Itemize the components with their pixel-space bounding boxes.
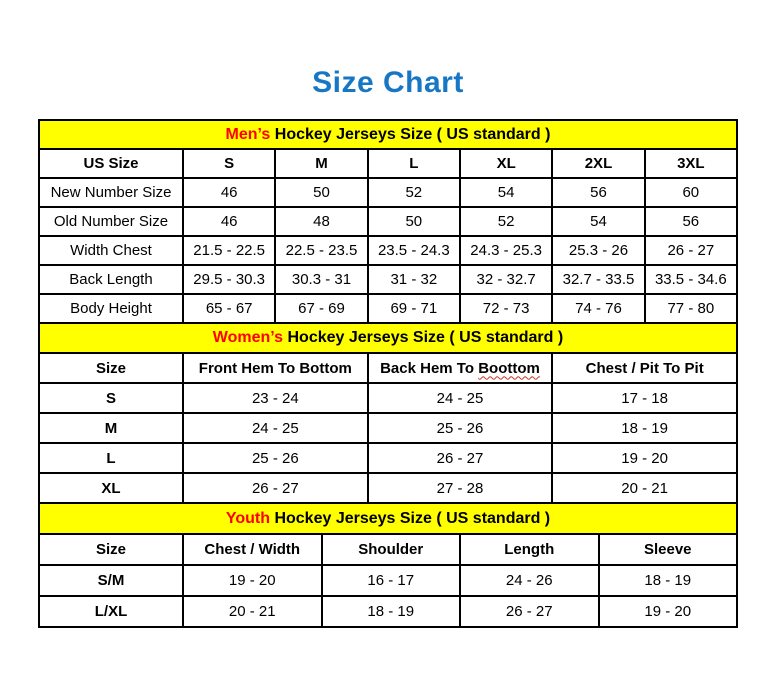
youth-header-row — [39, 534, 737, 565]
youth-section-title-red: Youth — [225, 509, 270, 527]
table-cell: 31 - 32 — [368, 265, 460, 294]
mens-band-row — [39, 120, 737, 149]
table-cell: 26 - 27 — [183, 473, 368, 503]
column-header: Length — [460, 534, 599, 565]
table-cell: 26 - 27 — [460, 596, 599, 627]
row-label: S — [39, 383, 183, 413]
table-row — [39, 383, 737, 413]
column-header: L — [368, 149, 460, 178]
column-header: Size — [39, 534, 183, 565]
table-cell: 56 — [645, 207, 737, 236]
table-cell: 24 - 25 — [368, 383, 553, 413]
table-cell: 27 - 28 — [368, 473, 553, 503]
table-cell: 25 - 26 — [368, 413, 553, 443]
table-row — [39, 294, 737, 323]
table-cell: 60 — [645, 178, 737, 207]
table-cell: 29.5 - 30.3 — [183, 265, 275, 294]
youth-section-title — [39, 503, 737, 534]
row-label: S/M — [39, 565, 183, 596]
table-cell: 19 - 20 — [552, 443, 737, 473]
mens-section-title-black: Hockey Jerseys Size ( US standard ) — [274, 125, 551, 143]
table-cell: 69 - 71 — [368, 294, 460, 323]
page-title: Size Chart — [312, 66, 464, 99]
table-cell: 72 - 73 — [460, 294, 552, 323]
table-cell: 20 - 21 — [552, 473, 737, 503]
table-cell: 21.5 - 22.5 — [183, 236, 275, 265]
misspelled-word: Boottom — [478, 359, 540, 377]
row-label: Back Length — [39, 265, 183, 294]
column-header: XL — [460, 149, 552, 178]
table-cell: 74 - 76 — [552, 294, 644, 323]
column-header: Chest / Pit To Pit — [552, 353, 737, 383]
womens-section-title-black: Hockey Jerseys Size ( US standard ) — [287, 329, 564, 346]
row-label: L — [39, 443, 183, 473]
table-cell: 25.3 - 26 — [552, 236, 644, 265]
column-header: Size — [39, 353, 183, 383]
row-label: L/XL — [39, 596, 183, 627]
table-cell: 24 - 25 — [183, 413, 368, 443]
table-cell: 18 - 19 — [552, 413, 737, 443]
table-cell: 26 - 27 — [645, 236, 737, 265]
table-cell: 33.5 - 34.6 — [645, 265, 737, 294]
table-cell: 30.3 - 31 — [275, 265, 367, 294]
youth-band-row — [39, 503, 737, 534]
womens-section-title — [39, 323, 737, 353]
table-cell: 77 - 80 — [645, 294, 737, 323]
womens-section-title-red: Women’s — [212, 329, 284, 346]
table-cell: 16 - 17 — [322, 565, 461, 596]
table-cell: 32.7 - 33.5 — [552, 265, 644, 294]
table-cell: 50 — [368, 207, 460, 236]
row-label: Old Number Size — [39, 207, 183, 236]
row-label: Body Height — [39, 294, 183, 323]
column-header: 2XL — [552, 149, 644, 178]
table-cell: 46 — [183, 178, 275, 207]
table-cell: 23 - 24 — [183, 383, 368, 413]
row-label: Width Chest — [39, 236, 183, 265]
table-row — [39, 413, 737, 443]
womens-header-row — [39, 353, 737, 383]
table-cell: 26 - 27 — [368, 443, 553, 473]
table-cell: 18 - 19 — [322, 596, 461, 627]
row-label: XL — [39, 473, 183, 503]
youth-size-table — [38, 502, 738, 628]
column-header: Chest / Width — [183, 534, 322, 565]
column-header: Front Hem To Bottom — [183, 353, 368, 383]
table-cell: 56 — [552, 178, 644, 207]
table-row — [39, 596, 737, 627]
mens-section-title-red: Men’s — [225, 125, 271, 143]
table-cell: 52 — [368, 178, 460, 207]
womens-band-row — [39, 323, 737, 353]
table-cell: 17 - 18 — [552, 383, 737, 413]
table-cell: 24 - 26 — [460, 565, 599, 596]
table-cell: 19 - 20 — [183, 565, 322, 596]
column-header: 3XL — [645, 149, 737, 178]
mens-header-row — [39, 149, 737, 178]
table-cell: 65 - 67 — [183, 294, 275, 323]
table-cell: 50 — [275, 178, 367, 207]
mens-section-title — [39, 120, 737, 149]
youth-section-title-black: Hockey Jerseys Size ( US standard ) — [274, 509, 551, 527]
table-row — [39, 265, 737, 294]
table-cell: 46 — [183, 207, 275, 236]
table-cell: 32 - 32.7 — [460, 265, 552, 294]
table-row — [39, 565, 737, 596]
row-label: New Number Size — [39, 178, 183, 207]
table-cell: 48 — [275, 207, 367, 236]
size-chart-container — [38, 119, 738, 628]
table-cell: 54 — [460, 178, 552, 207]
column-header: Sleeve — [599, 534, 738, 565]
table-row — [39, 473, 737, 503]
table-cell: 19 - 20 — [599, 596, 738, 627]
table-cell: 25 - 26 — [183, 443, 368, 473]
column-header — [368, 353, 553, 383]
womens-size-table — [38, 322, 738, 504]
table-row — [39, 178, 737, 207]
mens-size-table — [38, 119, 738, 324]
row-label: M — [39, 413, 183, 443]
table-cell: 18 - 19 — [599, 565, 738, 596]
column-header: Shoulder — [322, 534, 461, 565]
table-cell: 54 — [552, 207, 644, 236]
table-cell: 22.5 - 23.5 — [275, 236, 367, 265]
table-cell: 24.3 - 25.3 — [460, 236, 552, 265]
column-header: M — [275, 149, 367, 178]
table-cell: 52 — [460, 207, 552, 236]
table-row — [39, 236, 737, 265]
table-cell: 67 - 69 — [275, 294, 367, 323]
column-header: US Size — [39, 149, 183, 178]
table-row — [39, 443, 737, 473]
table-row — [39, 207, 737, 236]
column-header-text: Back Hem To — [380, 359, 475, 377]
table-cell: 20 - 21 — [183, 596, 322, 627]
column-header: S — [183, 149, 275, 178]
table-cell: 23.5 - 24.3 — [368, 236, 460, 265]
